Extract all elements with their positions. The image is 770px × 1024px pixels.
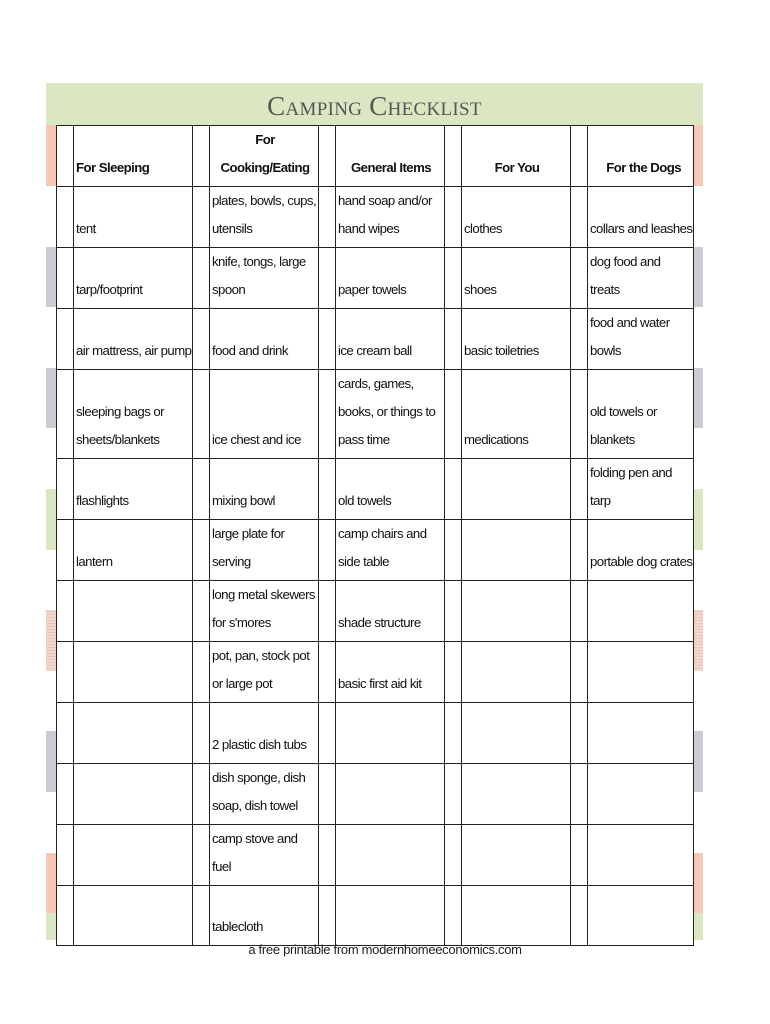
item-label: tarp/footprint <box>76 282 143 297</box>
item-label: collars and leashes <box>590 221 693 236</box>
checklist-table <box>56 125 694 946</box>
item-cell <box>336 581 445 642</box>
item-cell <box>336 459 445 520</box>
item-cell <box>336 763 445 824</box>
header-spacer <box>571 126 588 187</box>
item-cell <box>74 581 193 642</box>
item-cell <box>210 581 319 642</box>
band-edge-right <box>693 610 703 671</box>
checkbox-cell[interactable] <box>57 763 74 824</box>
item-cell <box>336 824 445 885</box>
header-spacer <box>319 126 336 187</box>
item-cell <box>588 459 694 520</box>
checkbox-cell[interactable] <box>571 370 588 459</box>
item-label: camp stove and fuel <box>212 830 298 874</box>
band-edge-right <box>693 853 703 914</box>
checkbox-cell[interactable] <box>319 763 336 824</box>
checkbox-cell[interactable] <box>193 187 210 248</box>
item-cell <box>210 459 319 520</box>
checkbox-cell[interactable] <box>57 824 74 885</box>
checkbox-cell[interactable] <box>319 248 336 309</box>
checkbox-cell[interactable] <box>319 187 336 248</box>
band-edge-left <box>46 368 56 429</box>
header-row <box>57 126 694 187</box>
item-cell <box>74 763 193 824</box>
item-cell <box>74 370 193 459</box>
checkbox-cell[interactable] <box>193 370 210 459</box>
checkbox-cell[interactable] <box>193 703 210 764</box>
item-cell <box>336 642 445 703</box>
item-cell <box>462 763 571 824</box>
item-cell <box>210 703 319 764</box>
item-cell <box>588 248 694 309</box>
item-cell <box>462 520 571 581</box>
table-row <box>57 520 694 581</box>
item-label: mixing bowl <box>212 493 275 508</box>
checkbox-cell[interactable] <box>193 520 210 581</box>
item-label: ice cream ball <box>338 343 412 358</box>
table-row <box>57 824 694 885</box>
footer-credit: a free printable from modernhomeeconomics.com <box>248 942 522 957</box>
item-cell <box>588 309 694 370</box>
checkbox-cell[interactable] <box>57 642 74 703</box>
table-row <box>57 309 694 370</box>
checkbox-cell[interactable] <box>571 703 588 764</box>
item-cell <box>336 370 445 459</box>
item-label: hand soap and/or hand wipes <box>338 193 432 236</box>
checkbox-cell[interactable] <box>57 520 74 581</box>
item-cell <box>74 248 193 309</box>
item-cell <box>462 885 571 946</box>
item-label: large plate for serving <box>212 526 285 569</box>
column-header: General Items <box>336 126 445 187</box>
checkbox-cell[interactable] <box>445 885 462 946</box>
item-label: camp chairs and side table <box>338 526 427 569</box>
item-label: plates, bowls, cups, utensils <box>212 193 317 236</box>
checkbox-cell[interactable] <box>319 520 336 581</box>
checkbox-cell[interactable] <box>319 885 336 946</box>
checkbox-cell[interactable] <box>57 885 74 946</box>
header-spacer <box>57 126 74 187</box>
table-row <box>57 370 694 459</box>
item-label: air mattress, air pump <box>76 343 192 358</box>
item-cell <box>462 370 571 459</box>
band-edge-right <box>693 671 703 732</box>
table-row <box>57 248 694 309</box>
item-cell <box>588 642 694 703</box>
band-edge-left <box>46 428 56 489</box>
item-label: tent <box>76 221 96 236</box>
band-edge-left <box>46 125 56 186</box>
item-cell <box>336 703 445 764</box>
item-cell <box>588 520 694 581</box>
checkbox-cell[interactable] <box>57 459 74 520</box>
checkbox-cell[interactable] <box>571 824 588 885</box>
item-cell <box>210 520 319 581</box>
table-row <box>57 763 694 824</box>
band-edge-right <box>693 550 703 611</box>
item-label: shade structure <box>338 615 421 630</box>
item-cell <box>336 309 445 370</box>
checkbox-cell[interactable] <box>445 309 462 370</box>
item-cell <box>462 703 571 764</box>
item-label: food and drink <box>212 343 288 358</box>
item-cell <box>588 763 694 824</box>
checkbox-cell[interactable] <box>571 581 588 642</box>
item-label: portable dog crates <box>590 554 693 569</box>
item-label: ice chest and ice <box>212 432 301 447</box>
band-edge-left <box>46 853 56 914</box>
checkbox-cell[interactable] <box>319 642 336 703</box>
band-edge-right <box>693 428 703 489</box>
item-cell <box>210 248 319 309</box>
band-edge-right <box>693 489 703 550</box>
table-row <box>57 581 694 642</box>
column-header: For You <box>462 126 571 187</box>
table-row <box>57 642 694 703</box>
item-cell <box>336 187 445 248</box>
table-row <box>57 885 694 946</box>
item-label: dog food and treats <box>590 254 661 297</box>
checkbox-cell[interactable] <box>445 824 462 885</box>
item-cell <box>588 885 694 946</box>
item-cell <box>210 309 319 370</box>
item-label: dish sponge, dish soap, dish towel <box>212 769 306 813</box>
band-edge-right <box>693 307 703 368</box>
item-cell <box>462 309 571 370</box>
checkbox-cell[interactable] <box>193 459 210 520</box>
item-label: shoes <box>464 282 497 297</box>
item-cell <box>74 703 193 764</box>
band-edge-left <box>46 671 56 732</box>
header-spacer <box>445 126 462 187</box>
item-cell <box>336 248 445 309</box>
band-edge-left <box>46 247 56 308</box>
item-cell <box>74 824 193 885</box>
table-row <box>57 703 694 764</box>
checkbox-cell[interactable] <box>571 885 588 946</box>
item-cell <box>336 885 445 946</box>
item-cell <box>462 248 571 309</box>
item-label: flashlights <box>76 493 129 508</box>
checkbox-cell[interactable] <box>445 581 462 642</box>
checkbox-cell[interactable] <box>57 370 74 459</box>
column-header: For Sleeping <box>74 126 193 187</box>
item-label: basic toiletries <box>464 343 539 358</box>
checkbox-cell[interactable] <box>445 459 462 520</box>
band-edge-left <box>46 550 56 611</box>
item-cell <box>210 642 319 703</box>
item-label: knife, tongs, large spoon <box>212 254 306 297</box>
checkbox-cell[interactable] <box>319 703 336 764</box>
item-label: clothes <box>464 221 502 236</box>
checkbox-cell[interactable] <box>445 187 462 248</box>
item-label: lantern <box>76 554 113 569</box>
checkbox-cell[interactable] <box>319 309 336 370</box>
checkbox-cell[interactable] <box>445 520 462 581</box>
band-edge-right <box>693 731 703 792</box>
item-label: long metal skewers for s'mores <box>212 587 315 630</box>
checkbox-cell[interactable] <box>571 187 588 248</box>
item-cell <box>462 642 571 703</box>
table-row <box>57 459 694 520</box>
item-cell <box>588 824 694 885</box>
checkbox-cell[interactable] <box>445 370 462 459</box>
item-cell <box>74 187 193 248</box>
item-label: pot, pan, stock pot or large pot <box>212 648 310 691</box>
page-title: Camping Checklist <box>267 91 482 121</box>
checkbox-cell[interactable] <box>193 763 210 824</box>
checkbox-cell[interactable] <box>571 520 588 581</box>
item-label: basic first aid kit <box>338 676 422 691</box>
item-cell <box>462 459 571 520</box>
checkbox-cell[interactable] <box>57 248 74 309</box>
checkbox-cell[interactable] <box>57 703 74 764</box>
checkbox-cell[interactable] <box>319 459 336 520</box>
item-cell <box>74 642 193 703</box>
band-edge-right <box>693 792 703 853</box>
band-edge-left <box>46 186 56 247</box>
item-cell <box>588 370 694 459</box>
checkbox-cell[interactable] <box>571 459 588 520</box>
checkbox-cell[interactable] <box>57 187 74 248</box>
column-header: For Cooking/Eating <box>210 126 319 187</box>
band-edge-right <box>693 186 703 247</box>
item-cell <box>74 885 193 946</box>
band-edge-left <box>46 731 56 792</box>
item-label: old towels <box>338 493 392 508</box>
band-edge-left <box>46 792 56 853</box>
item-cell <box>210 763 319 824</box>
checkbox-cell[interactable] <box>57 581 74 642</box>
item-label: old towels or blankets <box>590 404 657 447</box>
checkbox-cell[interactable] <box>319 581 336 642</box>
column-header: For the Dogs <box>588 126 694 187</box>
item-label: 2 plastic dish tubs <box>212 736 307 752</box>
checkbox-cell[interactable] <box>57 309 74 370</box>
checkbox-cell[interactable] <box>571 642 588 703</box>
item-cell <box>210 370 319 459</box>
checkbox-cell[interactable] <box>193 581 210 642</box>
checkbox-cell[interactable] <box>319 824 336 885</box>
header-spacer <box>193 126 210 187</box>
item-cell <box>462 824 571 885</box>
band-edge-right <box>693 368 703 429</box>
band-edge-left <box>46 489 56 550</box>
item-cell <box>588 703 694 764</box>
item-label: sleeping bags or sheets/blankets <box>76 404 164 447</box>
checkbox-cell[interactable] <box>445 763 462 824</box>
item-label: food and water bowls <box>590 315 670 358</box>
item-label: folding pen and tarp <box>590 465 672 508</box>
checkbox-cell[interactable] <box>571 309 588 370</box>
checkbox-cell[interactable] <box>571 763 588 824</box>
checkbox-cell[interactable] <box>193 248 210 309</box>
item-cell <box>588 187 694 248</box>
band-edge-right <box>693 247 703 308</box>
item-cell <box>336 520 445 581</box>
item-cell <box>74 520 193 581</box>
checkbox-cell[interactable] <box>319 370 336 459</box>
checkbox-cell[interactable] <box>193 309 210 370</box>
band-edge-left <box>46 307 56 368</box>
band-edge-left <box>46 610 56 671</box>
checkbox-cell[interactable] <box>445 642 462 703</box>
checkbox-cell[interactable] <box>445 703 462 764</box>
item-cell <box>462 187 571 248</box>
item-cell <box>588 581 694 642</box>
item-cell <box>74 309 193 370</box>
item-label: medications <box>464 432 529 447</box>
table-row <box>57 187 694 248</box>
item-cell <box>210 187 319 248</box>
item-cell <box>462 581 571 642</box>
band-edge-right <box>693 125 703 186</box>
checkbox-cell[interactable] <box>571 248 588 309</box>
item-label: cards, games, books, or things to pass time <box>338 376 436 447</box>
item-label: tablecloth <box>212 919 263 935</box>
item-cell <box>74 459 193 520</box>
checkbox-cell[interactable] <box>193 642 210 703</box>
checkbox-cell[interactable] <box>193 885 210 946</box>
item-label: paper towels <box>338 282 407 297</box>
checkbox-cell[interactable] <box>445 248 462 309</box>
checkbox-cell[interactable] <box>193 824 210 885</box>
item-cell <box>210 824 319 885</box>
item-cell <box>210 885 319 946</box>
